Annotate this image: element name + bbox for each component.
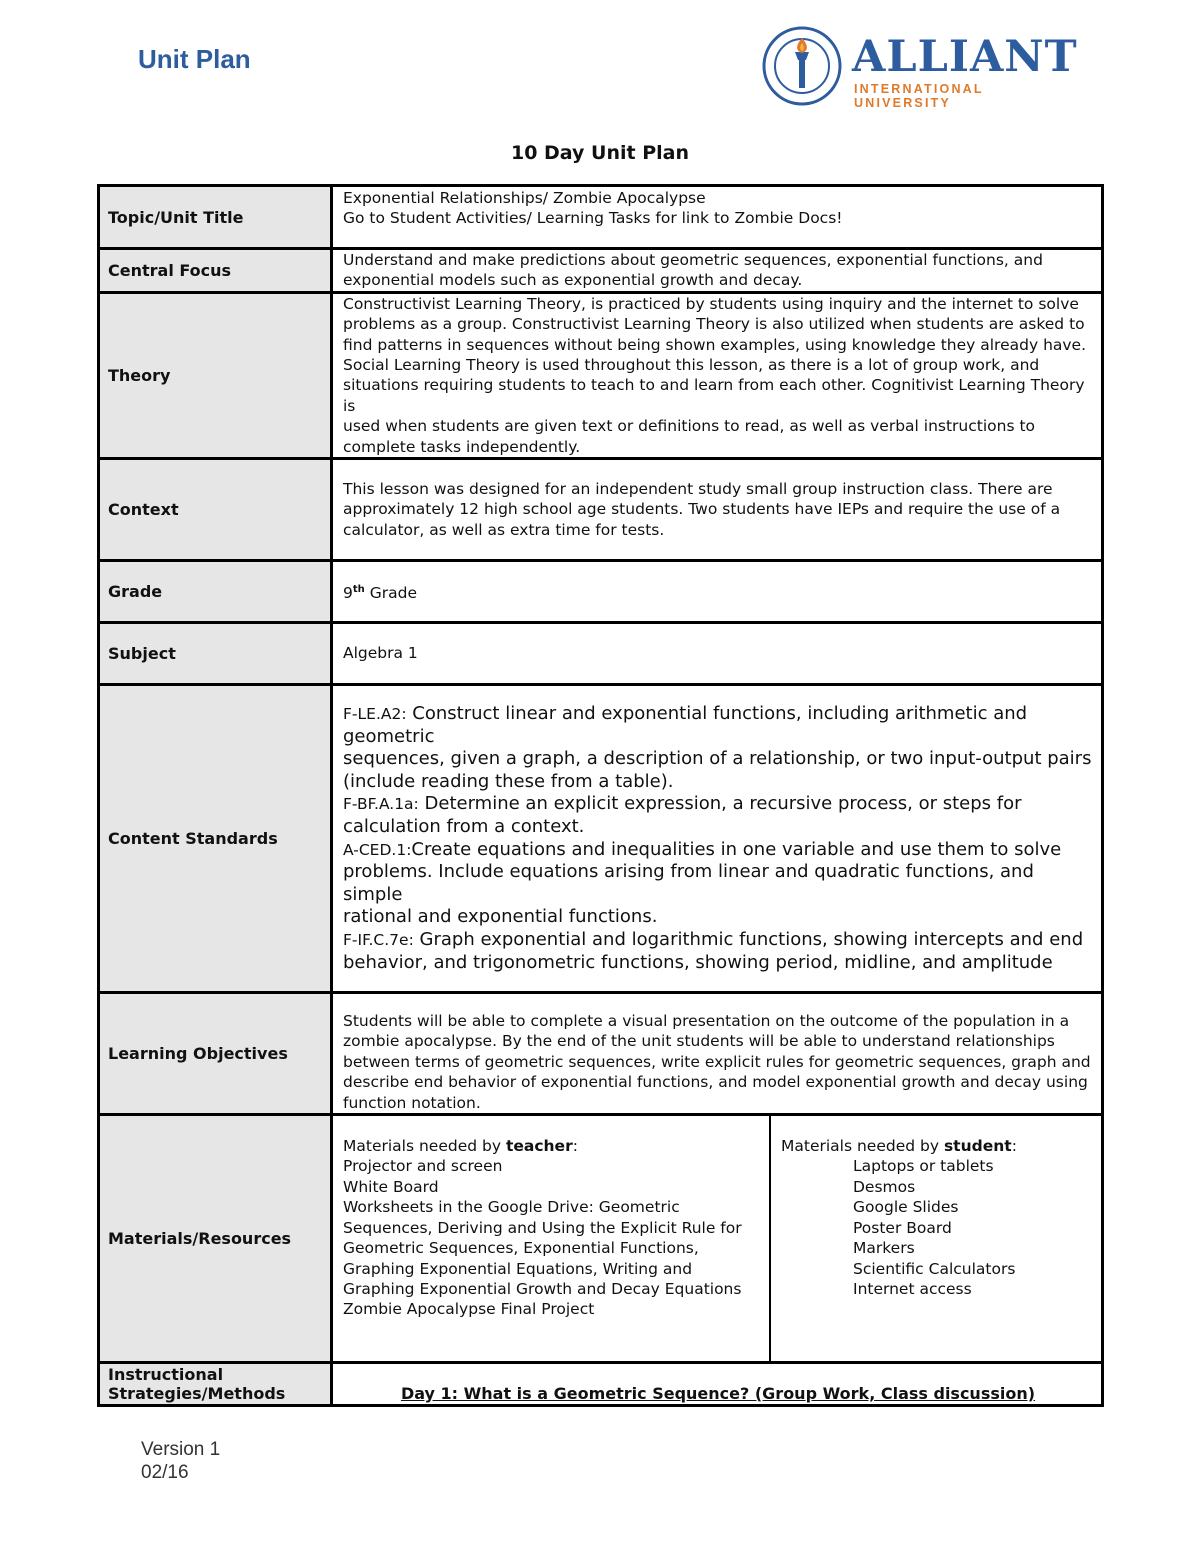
grade-number: 9 [343,583,353,602]
theory-line: Social Learning Theory is used throughout this lesson, as there is a lot of group work, and [343,356,1040,375]
logo-wordmark: ALLIANT [852,32,1078,82]
focus-line: Understand and make predictions about geometric sequences, exponential functions, and [343,251,1043,269]
grade-superscript: th [352,583,365,595]
document-title: 10 Day Unit Plan [510,142,689,164]
version-date: 02/16 [141,1462,189,1483]
theory-line: problems as a group. Constructivist Learning Theory is also utilized when students are asked to [343,315,1085,334]
list-item: Zombie Apocalypse Final Project [343,1300,595,1319]
row-label: Topic/Unit Title [99,186,332,249]
materials-cell [332,1115,1103,1363]
objective-line: function notation. [343,1093,481,1112]
table-row [99,1115,1103,1363]
context-cell [332,459,1103,561]
version-label: Version 1 [141,1439,221,1460]
student-materials-heading: Materials needed by student: [781,1137,1017,1156]
header-title: Unit Plan [138,44,251,74]
list-item: Sequences, Deriving and Using the Explicit Rule for [343,1218,742,1237]
strategies-cell [332,1363,1103,1406]
list-item: Projector and screen [343,1157,503,1176]
list-item: Geometric Sequences, Exponential Functions, [343,1239,699,1258]
grade-word: Grade [369,583,417,602]
table-row [99,561,1103,623]
grade-cell [332,561,1103,623]
standard-text: Construct linear and exponential functions, including arithmetic and geometric [343,703,1028,747]
day-1-heading: Day 1: What is a Geometric Sequence? (Group Work, Class discussion) [400,1383,1036,1403]
standard-text: calculation from a context. [343,815,585,837]
theory-line: Constructivist Learning Theory, is practiced by students using inquiry and the internet to solve [343,294,1079,313]
teacher-materials [333,1116,771,1361]
context-line: calculator, as well as extra time for tests. [343,520,665,539]
standard-text: (include reading these from a table). [343,770,674,792]
list-item: Scientific Calculators [853,1259,1016,1278]
theory-cell [332,292,1103,458]
alliant-logo [762,26,1082,108]
row-label: Central Focus [99,249,332,293]
standard-text: rational and exponential functions. [343,906,658,928]
standard-text: problems. Include equations arising from linear and quadratic functions, and simple [343,861,1034,905]
university-seal-icon [762,26,842,106]
list-item: Laptops or tablets [853,1157,994,1176]
standard-text: Determine an explicit expression, a recursive process, or steps for [418,793,1022,815]
focus-line: exponential models such as exponential growth and decay. [343,271,803,290]
list-item: White Board [343,1177,439,1196]
row-label: Instructional Strategies/Methods [99,1363,332,1406]
list-item: Worksheets in the Google Drive: Geometric [343,1198,680,1217]
standard-item [343,839,1093,929]
row-label: Grade [99,561,332,623]
list-item: Desmos [853,1177,916,1196]
context-line: approximately 12 high school age students. Two students have IEPs and require the use of a [343,500,1061,519]
row-label: Subject [99,623,332,685]
context-line: This lesson was designed for an independent study small group instruction class. There are [343,479,1053,498]
list-item: Poster Board [853,1218,952,1237]
standard-item [343,703,1093,793]
standard-code: F-BF.A.1a: [343,795,419,814]
topic-line: Exponential Relationships/ Zombie Apocalypse [343,189,706,207]
footer [141,1438,220,1484]
list-item: Graphing Exponential Equations, Writing and [343,1259,693,1278]
subject-cell: Algebra 1 [332,623,1103,685]
standard-item [343,793,1093,838]
table-row [99,993,1103,1115]
standard-text: Create equations and inequalities in one variable and use them to solve [411,838,1062,860]
standard-code: F-IF.C.7e: [343,930,414,949]
table-row [99,1363,1103,1406]
standard-text: sequences, given a graph, a description of a relationship, or two input-output pairs [343,748,1092,770]
row-label: Theory [99,292,332,458]
row-label: Learning Objectives [99,993,332,1115]
table-row [99,623,1103,685]
logo-subtitle: INTERNATIONAL UNIVERSITY [854,82,984,110]
theory-line: situations requiring students to teach to and learn from each other. Cognitivist Learning Theory is [343,376,1085,415]
standard-text: Graph exponential and logarithmic functions, showing intercepts and end [413,928,1084,950]
standard-text: behavior, and trigonometric functions, showing period, midline, and amplitude [343,951,1053,973]
standard-item [343,929,1093,974]
list-item: Google Slides [853,1198,959,1217]
table-row [99,459,1103,561]
theory-line: complete tasks independently. [343,437,581,456]
table-row [99,685,1103,993]
row-label: Materials/Resources [99,1115,332,1363]
standard-code: A-CED.1: [343,840,412,859]
table-row [99,292,1103,458]
table-row [99,186,1103,249]
theory-line: find patterns in sequences without being shown examples, using knowledge they already have. [343,335,1087,354]
list-item: Internet access [853,1279,972,1298]
standards-cell [332,685,1103,993]
row-label: Content Standards [99,685,332,993]
topic-line: Go to Student Activities/ Learning Tasks for link to Zombie Docs! [343,209,843,228]
objective-line: Students will be able to complete a visual presentation on the outcome of the population in a [343,1012,1070,1031]
standard-code: F-LE.A2: [343,705,407,723]
list-item: Graphing Exponential Growth and Decay Equations [343,1279,742,1298]
row-label: Context [99,459,332,561]
list-item: Markers [853,1239,915,1258]
objective-line: between terms of geometric sequences, write explicit rules for geometric sequences, graph and [343,1052,1091,1071]
unit-plan-table [97,184,1104,1407]
objective-line: describe end behavior of exponential functions, and model exponential growth and decay using [343,1073,1088,1092]
materials-columns [333,1116,1101,1361]
objective-line: zombie apocalypse. By the end of the unit students will be able to understand relationships [343,1032,1055,1051]
objectives-cell [332,993,1103,1115]
topic-cell [332,186,1103,249]
teacher-materials-heading: Materials needed by teacher: [343,1137,578,1156]
table-row [99,249,1103,293]
theory-line: used when students are given text or definitions to read, as well as verbal instructions to [343,417,1036,436]
focus-cell [332,249,1103,293]
student-materials [771,1116,1101,1361]
